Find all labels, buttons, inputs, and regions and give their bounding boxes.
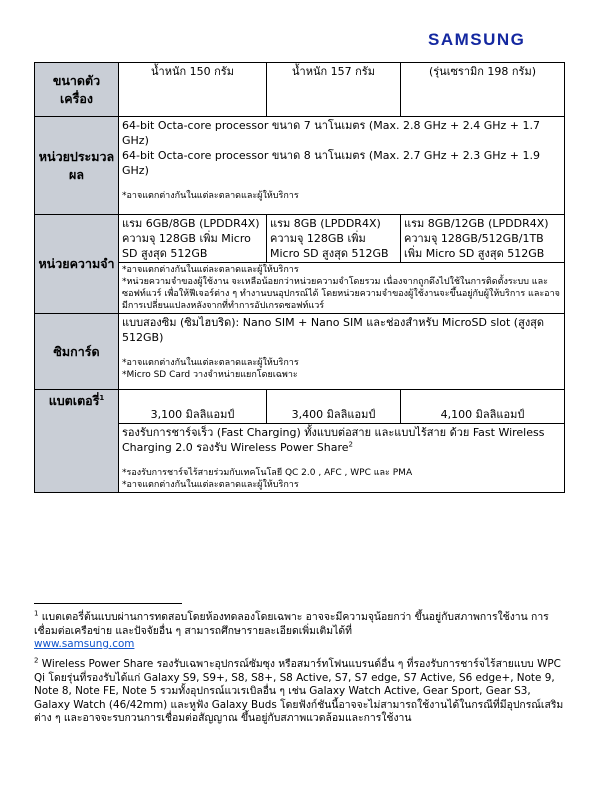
footnote-2: $^2$ Wireless Power Share รองรับเฉพาะอุปกรณ์ซัมซุง หรือสมาร์ทโฟนแบรนด์อื่น ๆ ที่รองรับการชาร์จไร้สายแบบ WPC Qi โดยรุ่นที่รองรับได้แก่ Galaxy S9, S9+, S8, S8+, S8 Active, S7, S7 edge, S7 Active, S6 edge+, Note 9, Note 8, Note FE, Note 5 รวมทั้งอุปกรณ์แวเรเบิลอื่น ๆ เช่น Galaxy Watch Active, Gear Sport, Gear S3, Galaxy Watch (46/42mm) และหูฟัง Galaxy Buds โดยฟังก์ชันนี้อาจจะไม่สามารถใช้งานได้ในกรณีที่มีอุปกรณ์เสริมต่าง ๆ และอาจจะรบกวนการเชื่อมต่อสัญญาณ ขึ้นอยู่กับสภาพแวดล้อมและการใช้งาน: [34, 656, 564, 724]
samsung-logo: SAMSUNG: [428, 30, 526, 49]
battery-col2: 3,400 มิลลิแอมป์: [267, 390, 401, 424]
sim-note1: *อาจแตกต่างกันในแต่ละตลาดและผู้ให้บริการ: [122, 358, 299, 368]
battery-note1: *รองรับการชาร์จไร้สายร่วมกับเทคโนโลยี QC 2.0 , AFC , WPC และ PMA: [122, 468, 413, 478]
processor-line2: 64-bit Octa-core processor ขนาด 8 นาโนเมตร (Max. 2.7 GHz + 2.3 GHz + 1.9 GHz): [122, 149, 540, 177]
battery-notes: [119, 424, 565, 493]
samsung-website-link[interactable]: www.samsung.com: [34, 638, 135, 650]
battery-note2: *อาจแตกต่างกันในแต่ละตลาดและผู้ให้บริการ: [122, 480, 299, 490]
battery-label: แบตเตอรี่$^1$: [35, 390, 119, 493]
size-col2: น้ำหนัก 157 กรัม: [267, 63, 401, 117]
battery-col1: 3,100 มิลลิแอมป์: [119, 390, 267, 424]
processor-row: [35, 117, 565, 215]
size-row: [35, 63, 565, 117]
footnote-divider: [34, 603, 182, 604]
memory-label: หน่วยความจำ: [35, 215, 119, 314]
memory-note1: *อาจแตกต่างกันในแต่ละตลาดและผู้ให้บริการ: [122, 265, 299, 275]
battery-row: [35, 390, 565, 424]
sim-cell: [119, 314, 565, 390]
memory-row: [35, 215, 565, 263]
processor-note: *อาจแตกต่างกันในแต่ละตลาดและผู้ให้บริการ: [122, 191, 299, 201]
sim-note2: *Micro SD Card วางจำหน่ายแยกโดยเฉพาะ: [122, 370, 298, 380]
size-col3: (รุ่นเซรามิก 198 กรัม): [401, 63, 565, 117]
spec-table: [34, 62, 565, 493]
battery-col3: 4,100 มิลลิแอมป์: [401, 390, 565, 424]
sim-label: ซิมการ์ด: [35, 314, 119, 390]
size-label: ขนาดตัวเครื่อง: [35, 63, 119, 117]
memory-note2: *หน่วยความจำของผู้ใช้งาน จะเหลือน้อยกว่าหน่วยความจำโดยรวม เนื่องจากถูกดึงไปใช้ในการติดตั้งระบบ และซอฟท์แวร์ เพื่อให้ฟีเจอร์ต่าง ๆ ทำงานบนอุปกรณ์ได้ โดยหน่วยความจำของผู้ใช้งานจะขึ้นอยู่กับผู้ให้บริการ และอาจมีการเปลี่ยนแปลงหลังจากที่ทำการอัปเกรดซอฟท์แวร์: [122, 277, 560, 311]
sim-text: แบบสองซิม (ซิมไฮบริด): Nano SIM + Nano SIM และช่องสำหรับ MicroSD slot (สูงสุด 512GB): [122, 316, 545, 344]
memory-col3: แรม 8GB/12GB (LPDDR4X) ความจุ 128GB/512GB/1TB เพิ่ม Micro SD สูงสุด 512GB: [401, 215, 565, 263]
charging-text: รองรับการชาร์จเร็ว (Fast Charging) ทั้งแบบต่อสาย และแบบไร้สาย ด้วย Fast Wireless Charging 2.0 รองรับ Wireless Power Share$^2$: [122, 426, 545, 454]
memory-col1: แรม 6GB/8GB (LPDDR4X) ความจุ 128GB เพิ่ม Micro SD สูงสุด 512GB: [119, 215, 267, 263]
footnote-ref-1: 1: [99, 393, 105, 402]
footnote-ref-2: 2: [348, 440, 353, 449]
footnote-1: $^1$ แบตเตอรี่ต้นแบบผ่านการทดสอบโดยห้องทดลองโดยเฉพาะ อาจจะมีความจุน้อยกว่า ขึ้นอยู่กับสภาพการใช้งาน การเชื่อมต่อเครือข่าย และปัจจัยอื่น ๆ สามารถศึกษารายละเอียดเพิ่มเติมได้ที่ www.samsung.com: [34, 609, 549, 650]
processor-label: หน่วยประมวลผล: [35, 117, 119, 215]
memory-notes: [119, 263, 565, 314]
sim-row: [35, 314, 565, 390]
memory-col2: แรม 8GB (LPDDR4X) ความจุ 128GB เพิ่ม Micro SD สูงสุด 512GB: [267, 215, 401, 263]
size-col1: น้ำหนัก 150 กรัม: [119, 63, 267, 117]
processor-cell: [119, 117, 565, 215]
processor-line1: 64-bit Octa-core processor ขนาด 7 นาโนเมตร (Max. 2.8 GHz + 2.4 GHz + 1.7 GHz): [122, 119, 540, 147]
